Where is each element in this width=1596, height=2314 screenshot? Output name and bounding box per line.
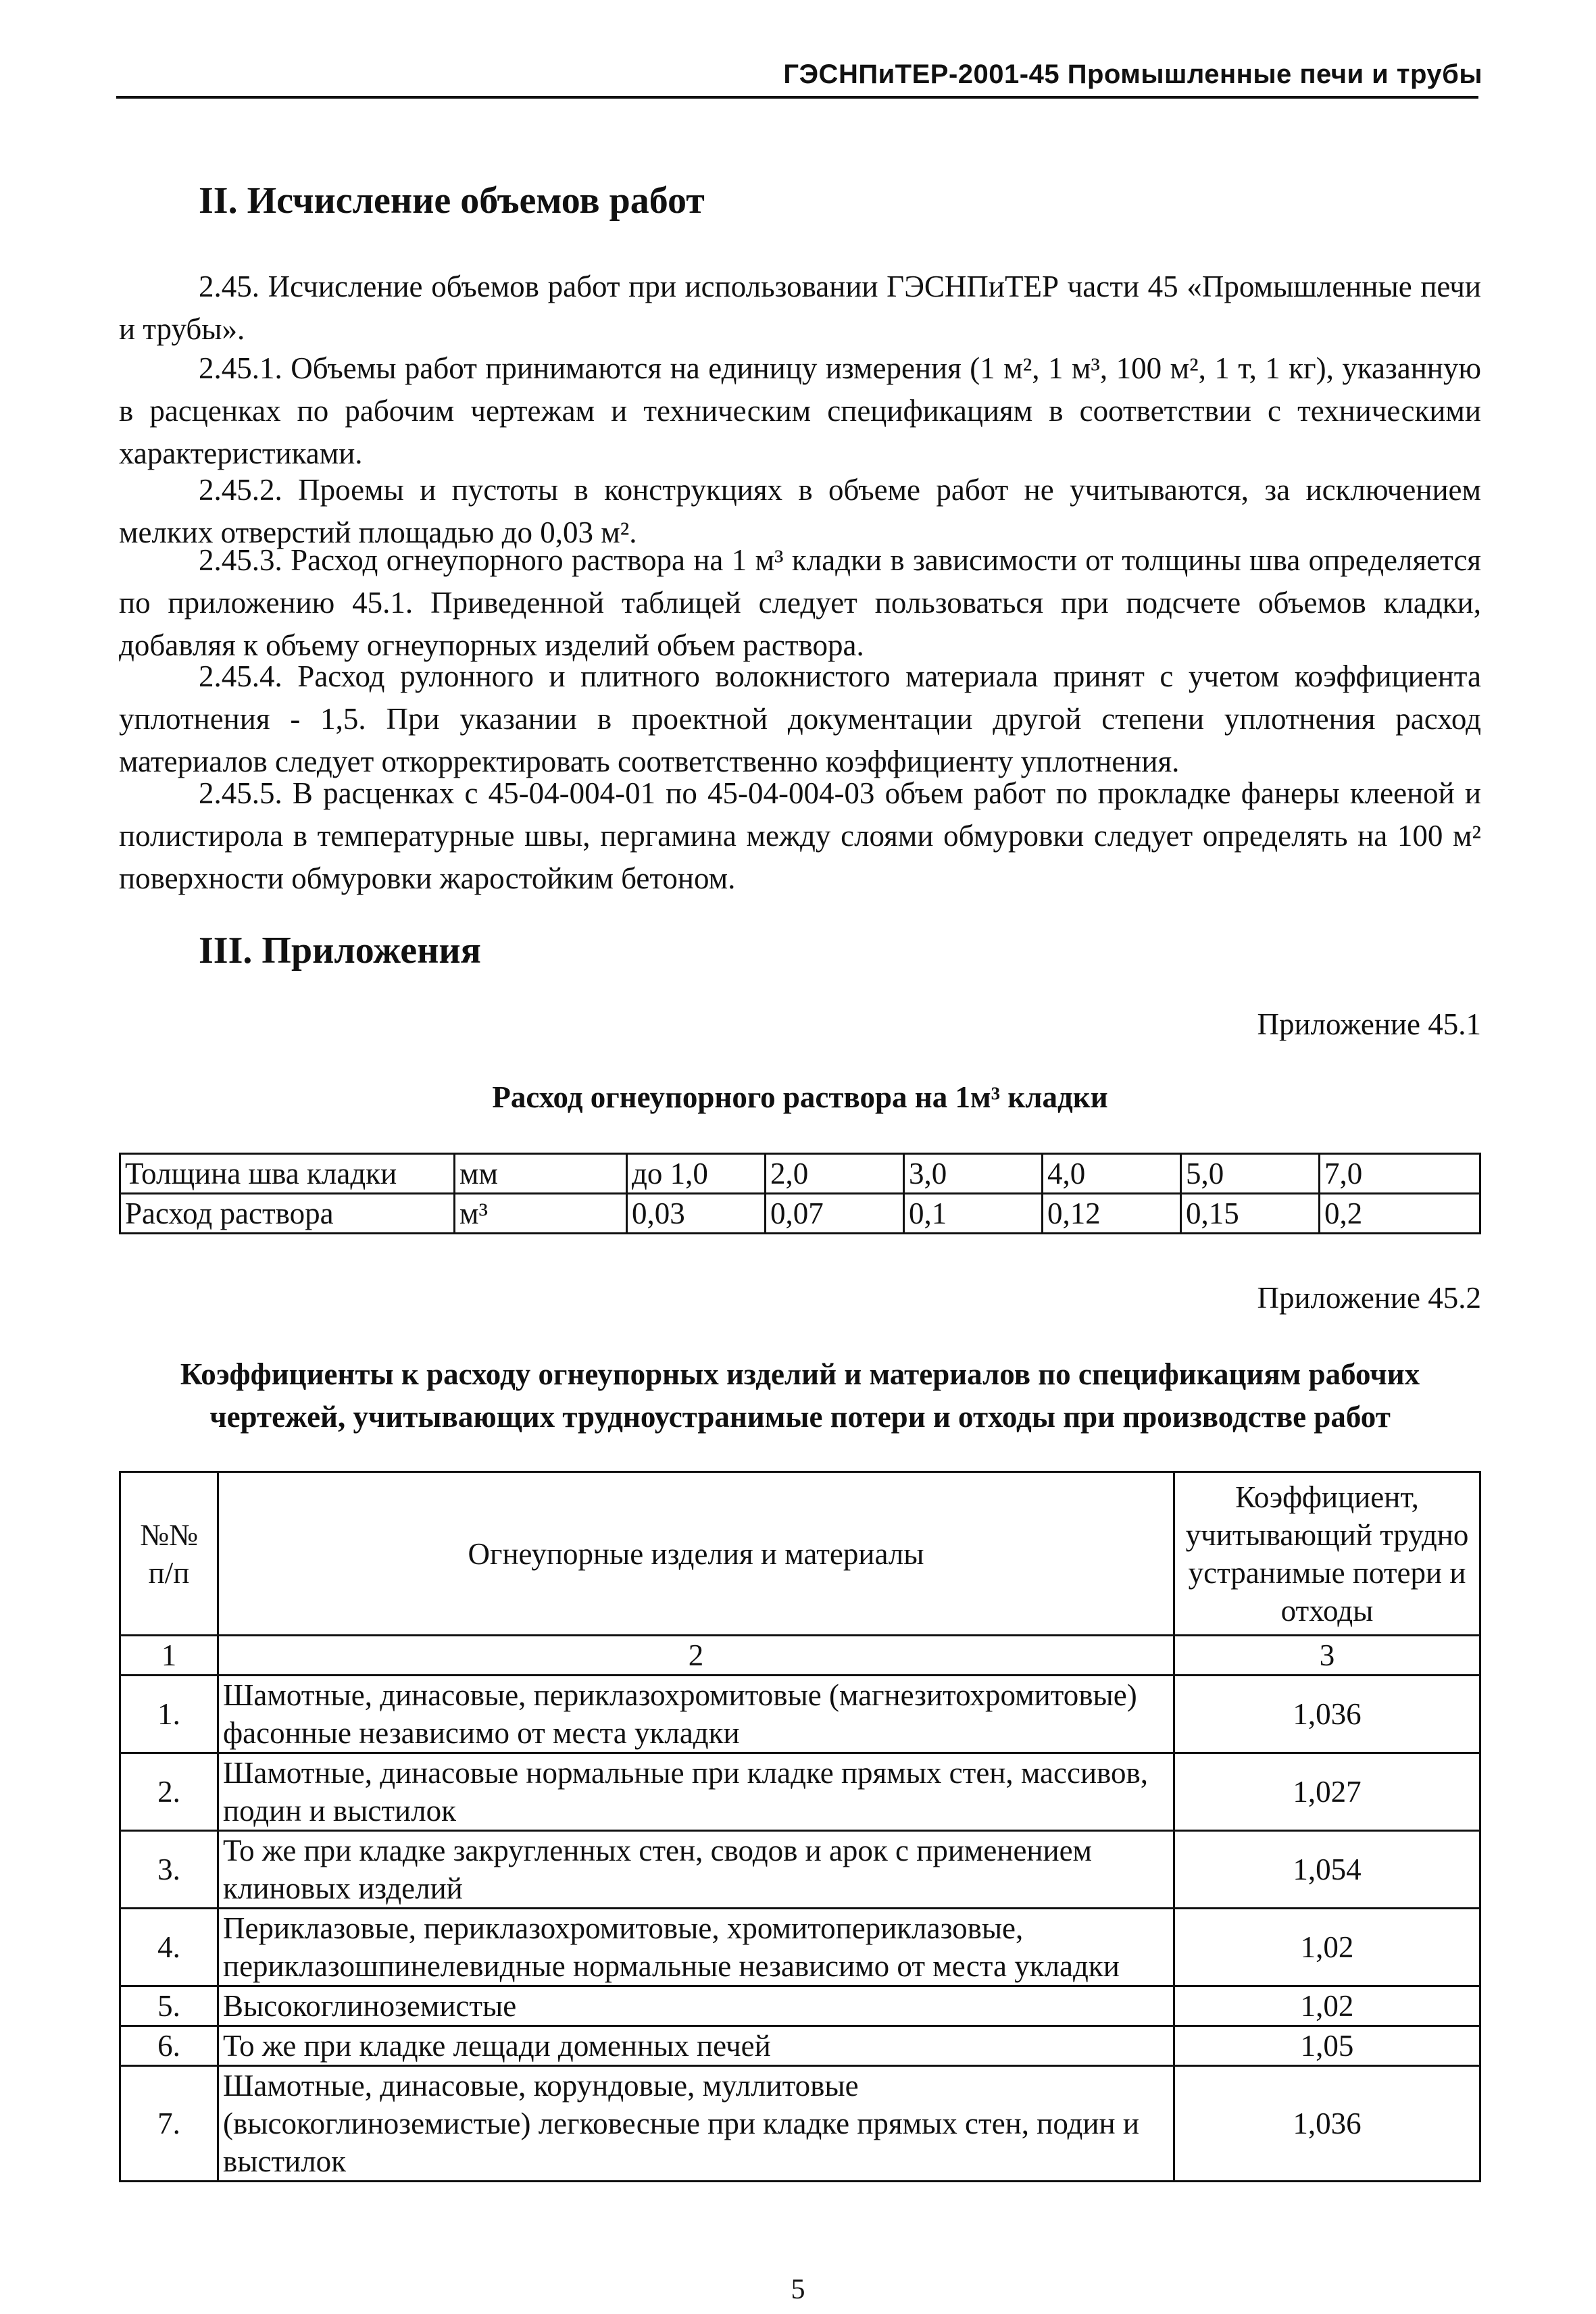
material-name: То же при кладке закругленных стен, сводов и арок с применением клиновых изделий: [218, 1831, 1174, 1909]
row-number: 6.: [120, 2026, 218, 2066]
coefficient-value: 1,054: [1174, 1831, 1480, 1909]
coefficient-value: 1,036: [1174, 2066, 1480, 2182]
appendix-title-45-1: Расход огнеупорного раствора на 1м³ кладки: [492, 1080, 1108, 1114]
coefficient-value: 1,027: [1174, 1753, 1480, 1831]
column-number: 2: [218, 1636, 1174, 1676]
table-row: [120, 1986, 1480, 2026]
table-cell: 7,0: [1320, 1154, 1480, 1194]
material-name: Шамотные, динасовые, периклазохромитовые (магнезитохромитовые) фасонные независимо от места укладки: [218, 1676, 1174, 1753]
table-cell: 0,1: [904, 1194, 1043, 1234]
table-row: [120, 1831, 1480, 1909]
paragraph-text: 2.45.2. Проемы и пустоты в конструкциях в объеме работ не учитываются, за исключением мелких отверстий площадью до 0,03 м².: [119, 473, 1481, 549]
coefficients-table: [119, 1471, 1481, 2182]
material-name: Периклазовые, периклазохромитовые, хромитопериклазовые, периклазошпинелевидные нормальные независимо от места укладки: [218, 1909, 1174, 1986]
section-heading-3: III. Приложения: [199, 930, 481, 972]
table-row: [120, 1154, 1480, 1194]
table-row: [120, 1194, 1480, 1234]
table-cell: 4,0: [1043, 1154, 1181, 1194]
table-cell: 0,03: [627, 1194, 766, 1234]
table-cell: 0,2: [1320, 1194, 1480, 1234]
material-name: Шамотные, динасовые, корундовые, муллитовые (высокоглиноземистые) легковесные при кладке прямых стен, подин и выстилок: [218, 2066, 1174, 2182]
row-number: 7.: [120, 2066, 218, 2182]
column-number: 3: [1174, 1636, 1480, 1676]
coefficient-value: 1,05: [1174, 2026, 1480, 2066]
table-cell: мм: [455, 1154, 627, 1194]
material-name: Высокоглиноземистые: [218, 1986, 1174, 2026]
table-cell: 2,0: [766, 1154, 904, 1194]
paragraph-text: 2.45.4. Расход рулонного и плитного волокнистого материала принят с учетом коэффициента уплотнения - 1,5. При указании в проектной документации другой степени уплотнения расход материалов следует откорректировать соответственно коэффициенту уплотнения.: [119, 659, 1481, 778]
material-name: То же при кладке лещади доменных печей: [218, 2026, 1174, 2066]
paragraph-text: 2.45.3. Расход огнеупорного раствора на 1 м³ кладки в зависимости от толщины шва определяется по приложению 45.1. Приведенной таблицей следует пользоваться при подсчете объемов кладки, добавляя к объему огнеупорных изделий объем раствора.: [119, 543, 1481, 662]
mortar-consumption-table: [119, 1153, 1481, 1234]
paragraph-2-45-5: [119, 772, 1481, 900]
column-numbers-row: [120, 1636, 1480, 1676]
header-rule: [116, 96, 1478, 99]
page-number: 5: [791, 2274, 805, 2305]
row-number: 4.: [120, 1909, 218, 1986]
row-number: 1.: [120, 1676, 218, 1753]
paragraph-text: 2.45. Исчисление объемов работ при использовании ГЭСНПиТЕР части 45 «Промышленные печи и трубы».: [119, 270, 1481, 346]
table-cell: Толщина шва кладки: [120, 1154, 455, 1194]
table-row: [120, 1753, 1480, 1831]
coefficient-value: 1,02: [1174, 1909, 1480, 1986]
row-number: 5.: [120, 1986, 218, 2026]
table-row: [120, 1676, 1480, 1753]
table-cell: м³: [455, 1194, 627, 1234]
appendix-label-45-1: Приложение 45.1: [1257, 1007, 1481, 1041]
paragraph-text: 2.45.5. В расценках с 45-04-004-01 по 45-04-004-03 объем работ по прокладке фанеры клееной и полистирола в температурные швы, пергамина между слоями обмуровки следует определять на 100 м² поверхности обмуровки жаростойким бетоном.: [119, 776, 1481, 895]
appendix-label-45-2: Приложение 45.2: [1257, 1281, 1481, 1315]
paragraph-2-45-3: [119, 539, 1481, 667]
row-number: 3.: [120, 1831, 218, 1909]
table-row: [120, 2066, 1480, 2182]
column-header-number: №№ п/п: [120, 1472, 218, 1636]
section-heading-2: II. Исчисление объемов работ: [199, 180, 705, 222]
table-cell: 3,0: [904, 1154, 1043, 1194]
paragraph-2-45-1: [119, 347, 1481, 475]
paragraph-2-45: [119, 266, 1481, 351]
appendix-title-45-2: Коэффициенты к расходу огнеупорных изделий и материалов по спецификациям рабочих чертежей, учитывающих трудноустранимые потери и отходы при производстве работ: [180, 1357, 1420, 1434]
paragraph-text: 2.45.1. Объемы работ принимаются на единицу измерения (1 м², 1 м³, 100 м², 1 т, 1 кг), указанную в расценках по рабочим чертежам и техническим спецификациям в соответствии с техническими характеристиками.: [119, 351, 1481, 470]
table-row: [120, 1909, 1480, 1986]
table-cell: 0,07: [766, 1194, 904, 1234]
column-number: 1: [120, 1636, 218, 1676]
column-header-coefficient: Коэффициент, учитывающий трудно устранимые потери и отходы: [1174, 1472, 1480, 1636]
table-cell: Расход раствора: [120, 1194, 455, 1234]
column-header-material: Огнеупорные изделия и материалы: [218, 1472, 1174, 1636]
material-name: Шамотные, динасовые нормальные при кладке прямых стен, массивов, подин и выстилок: [218, 1753, 1174, 1831]
table-row: [120, 2026, 1480, 2066]
coefficient-value: 1,036: [1174, 1676, 1480, 1753]
row-number: 2.: [120, 1753, 218, 1831]
running-header: ГЭСНПиТЕР-2001-45 Промышленные печи и трубы: [783, 59, 1482, 89]
table-cell: 0,15: [1181, 1194, 1320, 1234]
paragraph-2-45-4: [119, 655, 1481, 783]
table-cell: 5,0: [1181, 1154, 1320, 1194]
table-header-row: [120, 1472, 1480, 1636]
table-cell: до 1,0: [627, 1154, 766, 1194]
coefficient-value: 1,02: [1174, 1986, 1480, 2026]
table-cell: 0,12: [1043, 1194, 1181, 1234]
